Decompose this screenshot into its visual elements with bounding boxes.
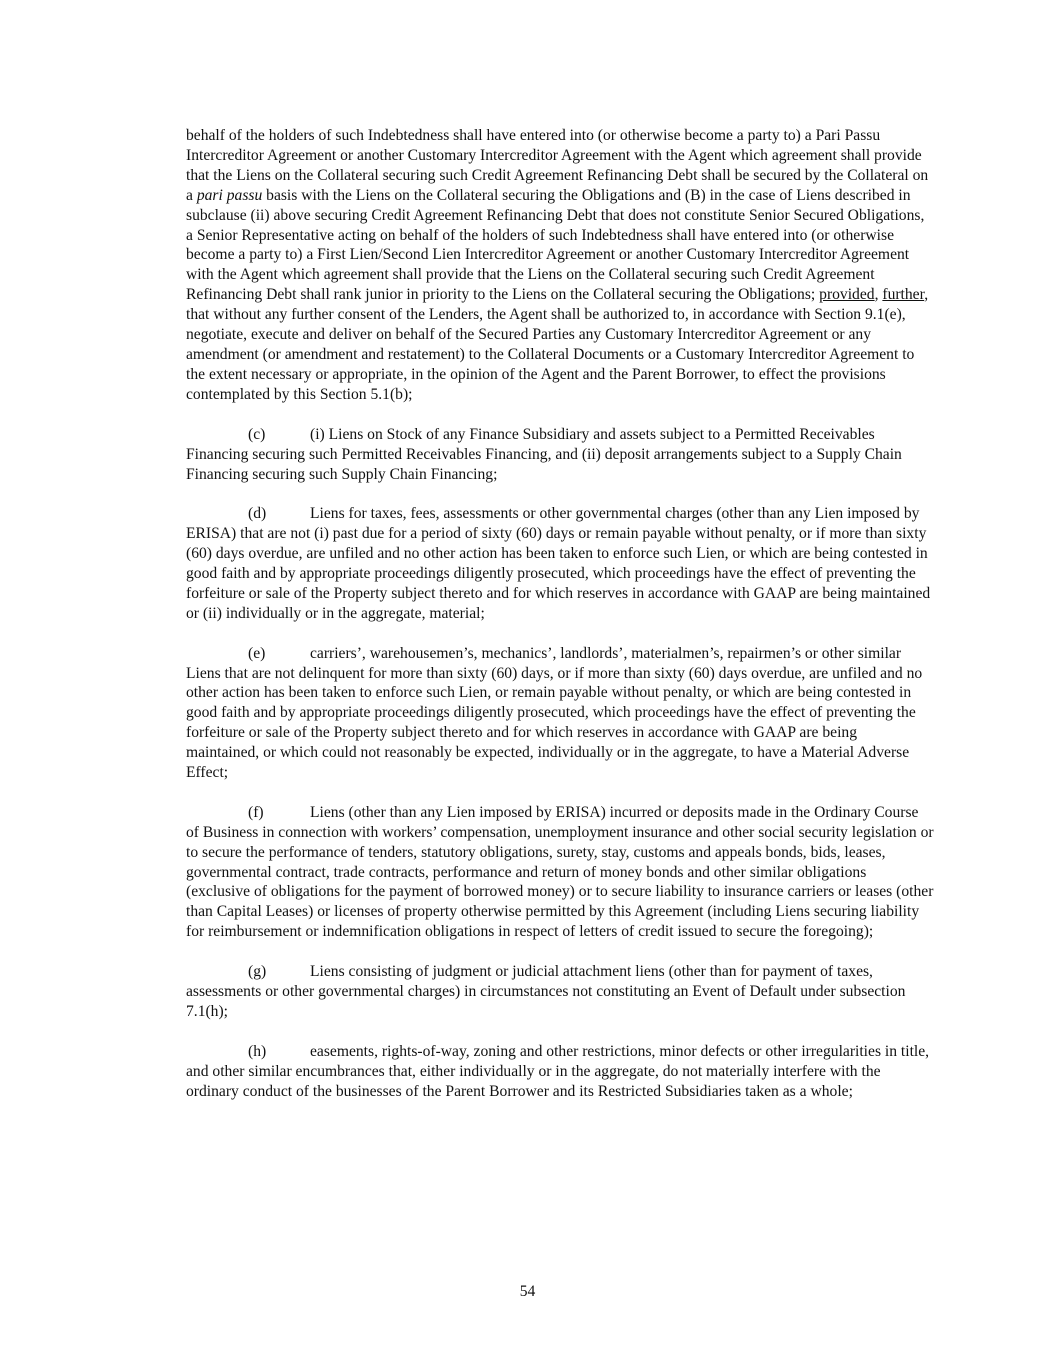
further-underlined: further — [882, 286, 925, 304]
intro-italic-term: pari passu — [196, 186, 263, 204]
clause-c — [186, 425, 934, 485]
clause-text: carriers’, warehousemen’s, mechanics’, landlords’, materialmen’s, repairmen’s or other similar Liens that are not delinquent for more than sixty (60) days, or if more than sixty (60) days overdue, are unfiled and no other action has been taken to enforce such Lien, or remain payable without penalty, or which are being contested in good faith and by appropriate proceedings diligently prosecuted, which proceedings have the effect of preventing the forfeiture or sale of the Property subject thereto and for which reserves in accordance with GAAP are being maintained, or which could not reasonably be expected, individually or in the aggregate, to have a Material Adverse Effect; — [186, 644, 923, 782]
clause-h — [186, 1042, 934, 1102]
clause-text: easements, rights-of-way, zoning and other restrictions, minor defects or other irregularities in title, and other similar encumbrances that, either individually or in the aggregate, do not materially interfere with the ordinary conduct of the businesses of the Parent Borrower and its Restricted Subsidiaries taken as a whole; — [186, 1042, 930, 1100]
clause-e — [186, 644, 934, 783]
clause-text: Liens consisting of judgment or judicial attachment liens (other than for payment of taxes, assessments or other governmental charges) in circumstances not constituting an Event of Default under subsection 7.1(h); — [186, 963, 906, 1020]
intro-paragraph — [186, 126, 934, 405]
clause-d — [186, 504, 934, 623]
clause-label: (c) — [248, 425, 266, 443]
clause-text: Liens (other than any Lien imposed by ERISA) incurred or deposits made in the Ordinary Course of Business in connection with workers’ compensation, unemployment insurance and other social security legislation or to secure the performance of tenders, statutory obligations, surety, stay, customs and appeals bonds, bids, leases, governmental contract, trade contracts, performance and return of money bonds and other similar obligations (exclusive of obligations for the payment of borrowed money) or to secure liability to insurance carriers or leases (other than Capital Leases) or licenses of property otherwise permitted by this Agreement (including Liens securing liability for reimbursement or indemnification obligations in respect of letters of credit issued to secure the foregoing); — [186, 803, 934, 941]
intro-text-2: basis with the Liens on the Collateral securing the Obligations and (B) in the case of Liens described in subclause (ii) above securing Credit Agreement Refinancing Debt that does not constitute Senior Secured Obligations, a Senior Representative acting on behalf of the holders of such Indebtedness shall have entered into (or otherwise become a party to) a First Lien/Second Lien Intercreditor Agreement or another Customary Intercreditor Agreement with the Agent which agreement shall provide that the Liens on the Collateral securing such Credit Agreement Refinancing Debt shall rank junior in priority to the Liens on the Collateral securing the Obligations; — [186, 186, 925, 304]
clause-label: (e) — [248, 644, 266, 662]
page-number: 54 — [519, 1283, 536, 1300]
clause-label: (h) — [248, 1042, 267, 1060]
clause-g — [186, 962, 934, 1022]
intro-text-3: , that without any further consent of the Lenders, the Agent shall be authorized to, in accordance with Section 9.1(e), negotiate, execute and deliver on behalf of the Secured Parties any Customary Intercreditor Agreement or any amendment (or amendment and restatement) to the Collateral Documents or a Customary Intercreditor Agreement to the extent necessary or appropriate, in the opinion of the Agent and the Parent Borrower, to effect the provisions contemplated by this Section 5.1(b); — [186, 286, 929, 403]
clause-label: (g) — [248, 963, 267, 981]
provided-underlined: provided — [819, 286, 875, 304]
clause-text: Liens for taxes, fees, assessments or other governmental charges (other than any Lien imposed by ERISA) that are not (i) past due for a period of sixty (60) days or remain payable without penalty, or if more than sixty (60) days overdue, are unfiled and no other action has been taken to enforce such Lien, or which are being contested in good faith and by appropriate proceedings diligently prosecuted, which proceedings have the effect of preventing the forfeiture or sale of the Property subject thereto and for which reserves in accordance with GAAP are being maintained or (ii) individually or in the aggregate, material; — [186, 505, 931, 622]
intro-separator: , — [874, 286, 883, 304]
intro-text-1: behalf of the holders of such Indebtedness shall have entered into (or otherwise become a party to) a Pari Passu Intercreditor Agreement or another Customary Intercreditor Agreement with the Agent which agreement shall provide that the Liens on the Collateral securing such Credit Agreement Refinancing Debt shall be secured by the Collateral on a — [186, 127, 929, 204]
document-body — [186, 126, 934, 1121]
clause-f — [186, 803, 934, 942]
clause-text: (i) Liens on Stock of any Finance Subsidiary and assets subject to a Permitted Receivables Financing securing such Permitted Receivables Financing, and (ii) deposit arrangements subject to a Supply Chain Financing securing such Supply Chain Financing; — [186, 425, 902, 483]
clause-label: (f) — [248, 803, 264, 821]
clause-label: (d) — [248, 505, 267, 523]
